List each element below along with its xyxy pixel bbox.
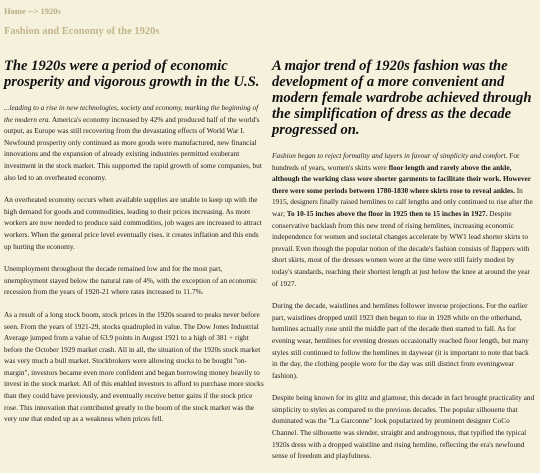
paragraph-text: During the decade, waistlines and hemlines follower inverse projections. For the earlier part, waistlines dropped until 1923 then began to rise in 1928 while on the otherhand, hemlines actually rose until the middle part of the decade then started to fall. As for evening wear, hemlines for evening dresses occasionally reached floor length, but many styles still continued to follow the hemlines in daywear (it is important to note that back in the day, the clothing people wore for the day was still distinct from eveningwear fashion). <box>272 301 529 380</box>
economy-column <box>4 58 266 436</box>
italic-text: ...leading to a rise in new technologies, society and economy, marking the beginning of the modern era. <box>4 103 259 124</box>
fashion-column <box>272 58 536 473</box>
paragraph <box>272 300 536 381</box>
economy-headline: The 1920s were a period of economic prosperity and vigorous growth in the U.S. <box>4 58 260 90</box>
paragraph-text: Unemployment throughout the decade remained low and for the most part, unemployment stayed below the natural rate of 4%, with the exception of an economic recession from the years of 1920-21 where rates increased to 11.7%. <box>4 264 258 297</box>
paragraph-text: Despite being known for its glitz and glamour, this decade in fact brought practicality and simplicity to styles as compared to the previous decades. The popular silhouette that dominated was the "La Garconne" look popularized by prominent designer CoCo Channel. The silhouette was slender, straight and androgynous, that typified the typical 1920s dress with a dropped waistline and rising hemline, reflecting the era's newfound sense of freedom and playfulness. <box>272 393 535 461</box>
paragraph <box>272 150 536 289</box>
economy-paragraphs <box>4 102 266 425</box>
fashion-headline: A major trend of 1920s fashion was the development of a more convenient and modern female wardrobe achieved through the simplification of dress as the decade progressed on. <box>272 58 532 138</box>
paragraph-text: For hundreds of years, women's skirts were <box>272 151 520 172</box>
paragraph-text: An overheated economy occurs when available supplies are unable to keep up with the high demand for goods and commodities, leading to their prices increasing. As more workers are now needed to produce said commodities, job wages are increased to attract workers. When the general price level eventually rises, it creates inflation and this ends up hurting the economy. <box>4 195 262 251</box>
italic-text: Fashion began to reject formality and layers in favour of simplicity and comfort. <box>272 151 508 160</box>
paragraph-text: In 1915, designers finally raised hemlines to calf lengths and only continued to rise after the war; <box>272 185 533 218</box>
bold-text: To 10-15 inches above the floor in 1925 then to 15 inches in 1927. <box>286 208 488 218</box>
bold-text: floor length and rarely above the ankle, although the working class wore shorter garments to facilitate their work. However there were some periods between 1780-1830 where skirts rose to reveal ankles. <box>272 162 531 195</box>
paragraph <box>272 392 536 462</box>
paragraph <box>4 263 266 298</box>
paragraph <box>4 102 266 183</box>
paragraph <box>4 194 266 252</box>
breadcrumb[interactable]: Home --> 1920s <box>4 6 61 16</box>
fashion-paragraphs <box>272 150 536 462</box>
page-title: Fashion and Economy of the 1920s <box>4 26 160 37</box>
paragraph-text: Despite conservative backlash from this new trend of rising hemlines, increasing economic independence for women and societal changes accelerate by WW1 lead shorter skirts to prevail. Even though the popular notion of the decade's fashion consists of flappers with short skirts, most of the dresses women wore at the time were still fairly modest by today's standards, reaching their shortest length at just below the knee at around the year of 1927. <box>272 208 531 288</box>
paragraph-text: America's economy increased by 42% and produced half of the world's output, as Europe was still recovering from the devastating effects of World War I. Newfound prosperity only continued as more goods were manufactured, new financial innovations and the expansion of already existing industries permitted exuberant investment in the stock market. This supported the rapid growth of some companies, but also led to an overheated economy. <box>4 114 262 182</box>
paragraph <box>4 309 266 425</box>
paragraph-text: As a result of a long stock boom, stock prices in the 1920s soared to peaks never before seen. From the years of 1921-29, stocks quadrupled in value. The Dow Jones Industrial Average jumped from a value of 63.9 points in August 1921 to a high of 381 + right before the October 1929 market crash. All in all, the situation of the 1920s stock market was very much a bull market. Stockbrokers were allowing stocks to be bought "on-margin", investors became even more confident and began borrowing money heavily to invest in the stock market. All of this enabled investors to afford to purchase more stocks than they could have previously, and eventually receive better gains if the stock price rose. This innovation that contributed greatly to the boom of the stock market was the very one that ended up as a weakness when prices fell. <box>4 309 264 424</box>
